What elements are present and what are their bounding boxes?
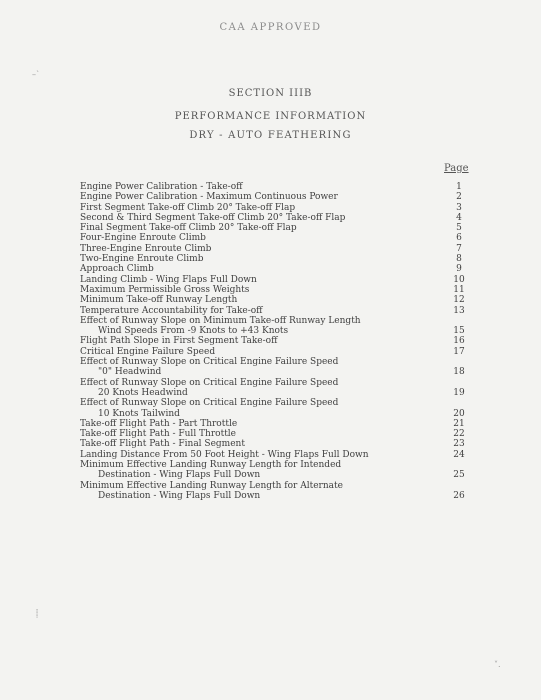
toc-entry-title: Take-off Flight Path - Part Throttle [80, 418, 238, 429]
toc-row [80, 326, 480, 336]
toc-entry-title: Minimum Effective Landing Runway Length for Alternate [80, 480, 343, 491]
toc-entry-page: 15 [453, 326, 465, 337]
toc-entry-title: 20 Knots Headwind [98, 387, 188, 398]
toc-entry-title: Take-off Flight Path - Final Segment [80, 439, 245, 450]
toc-entry-page: 1 [456, 182, 462, 192]
toc-entry-page: 5 [456, 223, 462, 234]
margin-mark: –ˋ [32, 70, 40, 79]
toc-row [80, 223, 480, 233]
toc-entry-title: Landing Climb - Wing Flaps Full Down [80, 274, 257, 285]
toc-entry-title: Wind Speeds From -9 Knots to +43 Knots [98, 326, 289, 337]
toc-row [80, 182, 480, 192]
toc-entry-title: Temperature Accountability for Take-off [80, 305, 263, 316]
toc-entry-title: Two-Engine Enroute Climb [80, 254, 204, 265]
toc-entry-page: 9 [456, 264, 462, 275]
section-subsubtitle: DRY - AUTO FEATHERING [189, 130, 352, 141]
table-of-contents [80, 182, 480, 501]
toc-entry-title: Effect of Runway Slope on Critical Engine Failure Speed [80, 357, 339, 368]
toc-entry-title: Engine Power Calibration - Maximum Continuous Power [80, 192, 338, 203]
toc-row [80, 388, 480, 398]
section-subtitle: PERFORMANCE INFORMATION [174, 111, 367, 122]
corner-mark: ˅. [494, 660, 501, 669]
toc-entry-page: 10 [453, 274, 465, 285]
caa-approved-stamp: CAA APPROVED [219, 22, 322, 33]
toc-entry-title: "0" Headwind [98, 367, 162, 378]
toc-row [80, 295, 480, 305]
toc-entry-page: 20 [453, 408, 465, 419]
toc-row [80, 316, 480, 326]
toc-row [80, 460, 480, 470]
toc-entry-page: 11 [453, 284, 465, 295]
toc-entry-page: 18 [453, 367, 465, 378]
toc-row [80, 233, 480, 243]
toc-entry-title: Take-off Flight Path - Full Throttle [80, 429, 237, 440]
toc-row [80, 439, 480, 449]
toc-entry-title: Flight Path Slope in First Segment Take-off [80, 336, 278, 347]
toc-row [80, 409, 480, 419]
toc-entry-title: Final Segment Take-off Climb 20° Take-off Flap [80, 223, 297, 234]
toc-entry-title: Destination - Wing Flaps Full Down [98, 490, 261, 501]
toc-entry-title: Critical Engine Failure Speed [80, 346, 216, 357]
toc-entry-page: 17 [453, 346, 465, 357]
toc-row [80, 470, 480, 480]
toc-row [80, 306, 480, 316]
toc-row [80, 491, 480, 501]
toc-entry-title: Second & Third Segment Take-off Climb 20° Take-off Flap [80, 212, 346, 223]
toc-row [80, 450, 480, 460]
toc-row [80, 192, 480, 202]
toc-entry-title: Four-Engine Enroute Climb [80, 233, 206, 244]
toc-row [80, 275, 480, 285]
toc-entry-page: 7 [456, 243, 462, 254]
toc-row [80, 285, 480, 295]
section-title: SECTION IIIB [228, 88, 313, 99]
toc-row [80, 357, 480, 367]
toc-entry-title: Minimum Effective Landing Runway Length for Intended [80, 460, 342, 471]
toc-row [80, 378, 480, 388]
toc-entry-title: Three-Engine Enroute Climb [80, 243, 212, 254]
toc-row [80, 213, 480, 223]
toc-entry-title: First Segment Take-off Climb 20° Take-off Flap [80, 202, 296, 213]
toc-entry-page: 6 [456, 233, 462, 244]
toc-row [80, 419, 480, 429]
toc-row [80, 203, 480, 213]
toc-entry-page: 13 [453, 305, 465, 316]
toc-entry-page: 22 [453, 429, 465, 440]
toc-entry-title: Approach Climb [80, 264, 154, 275]
toc-entry-title: Maximum Permissible Gross Weights [80, 284, 250, 295]
toc-entry-page: 25 [453, 470, 465, 481]
toc-entry-title: Effect of Runway Slope on Critical Engine Failure Speed [80, 377, 339, 388]
toc-row [80, 398, 480, 408]
toc-entry-title: Engine Power Calibration - Take-off [80, 182, 243, 192]
toc-entry-page: 21 [453, 418, 465, 429]
toc-row [80, 481, 480, 491]
toc-entry-page: 3 [456, 202, 462, 213]
toc-entry-title: Minimum Take-off Runway Length [80, 295, 238, 306]
toc-row [80, 429, 480, 439]
toc-entry-page: 16 [453, 336, 465, 347]
toc-row [80, 347, 480, 357]
toc-entry-title: Effect of Runway Slope on Minimum Take-off Runway Length [80, 315, 361, 326]
toc-entry-page: 23 [453, 439, 465, 450]
toc-row [80, 336, 480, 346]
toc-entry-title: 10 Knots Tailwind [98, 408, 180, 419]
toc-entry-page: 19 [453, 387, 465, 398]
toc-entry-page: 8 [456, 254, 462, 265]
margin-mark: ⸽ [36, 609, 39, 618]
toc-row [80, 244, 480, 254]
toc-entry-page: 26 [453, 490, 465, 501]
page-column-label: Page [444, 163, 469, 174]
toc-row [80, 254, 480, 264]
toc-row [80, 264, 480, 274]
toc-entry-page: 2 [456, 192, 462, 203]
toc-entry-page: 24 [453, 449, 465, 460]
toc-entry-title: Landing Distance From 50 Foot Height - Wing Flaps Full Down [80, 449, 369, 460]
toc-entry-title: Destination - Wing Flaps Full Down [98, 470, 261, 481]
toc-entry-page: 12 [453, 295, 465, 306]
toc-entry-title: Effect of Runway Slope on Critical Engine Failure Speed [80, 398, 339, 409]
toc-entry-page: 4 [456, 212, 462, 223]
toc-row [80, 367, 480, 377]
